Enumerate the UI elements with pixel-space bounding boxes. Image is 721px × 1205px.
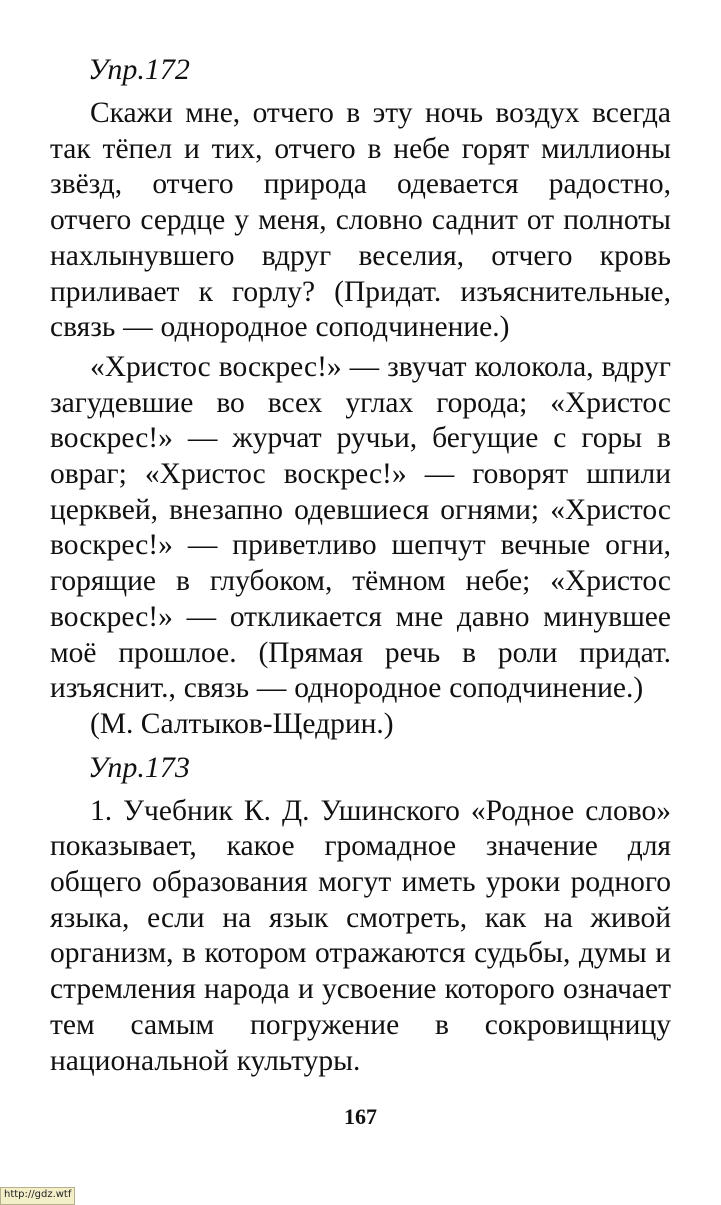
exercise-heading-172: Упр.172 (88, 53, 190, 86)
exercise-173-paragraph-1: 1. Учебник К. Д. Ушинского «Родное слово» показывает, какое громадное значение для общего образования могут иметь уроки родного языка, если на язык смотреть, как на живой организм, в котором отражаются судьбы, думы и стремления народа и усвоение которого означает тем самым погружение в сокровищницу национальной культуры. (50, 794, 671, 1077)
document-page (50, 52, 671, 1079)
exercise-heading-173: Упр.173 (88, 750, 190, 784)
page-number: 167 (344, 1104, 377, 1129)
watermark-link[interactable]: http://gdz.wtf (0, 1187, 75, 1205)
exercise-172-paragraph-1: Скажи мне, отчего в эту ночь воздух всегда так тёпел и тих, отчего в небе горят миллионы звёзд, отчего природа одевается радостно, отчего сердце у меня, словно саднит от полноты нахлынувшего вдруг веселия, отчего кровь приливает к горлу? (Придат. изъяснительные, связь — однородное соподчинение.) (50, 97, 671, 344)
exercise-172-author: (М. Салтыков-Щедрин.) (90, 707, 394, 740)
exercise-172-paragraph-2: «Христос воскрес!» — звучат колокола, вдруг загудевшие во всех углах города; «Христос воскрес!» — журчат ручьи, бегущие с горы в овраг; «Христос воскрес!» — говорят шпили церквей, внезапно одевшиеся огнями; «Христос воскрес!» — приветливо шепчут вечные огни, горящие в глубоком, тёмном небе; «Христос воскрес!» — откликается мне давно минувшее моё прошлое. (Прямая речь в роли придат. изъяснит., связь — однородное соподчинение.) (50, 350, 671, 705)
